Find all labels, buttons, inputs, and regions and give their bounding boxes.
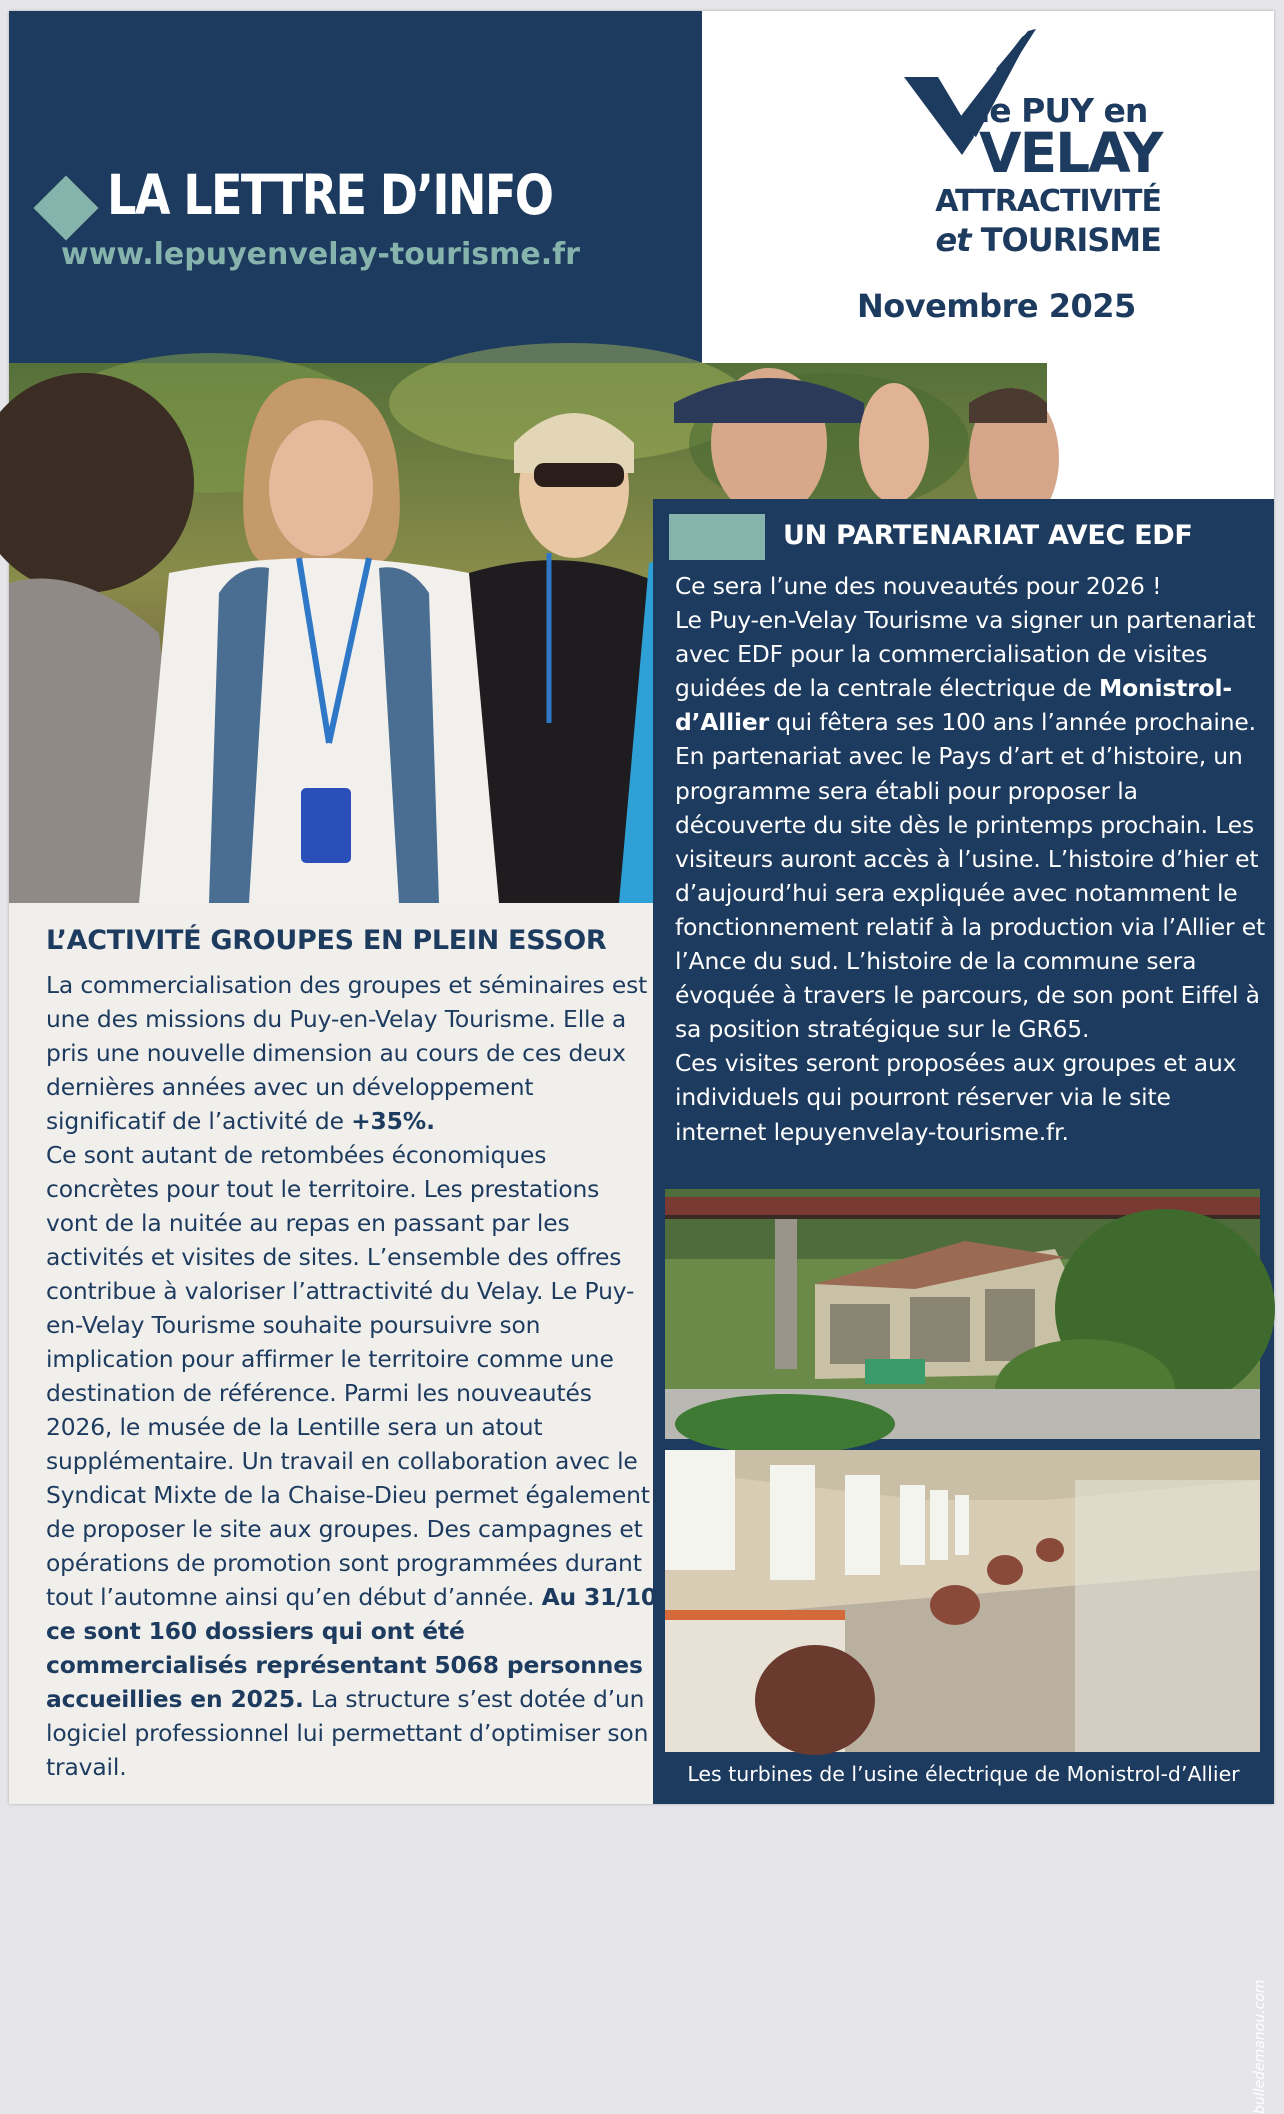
groups-article-heading: L’ACTIVITÉ GROUPES EN PLEIN ESSOR: [46, 925, 607, 956]
edf-article-body: [675, 569, 1267, 1149]
turbine-photo-caption: Les turbines de l’usine électrique de Monistrol-d’Allier: [687, 1762, 1240, 1786]
website-link[interactable]: www.lepuyenvelay-tourisme.fr: [61, 237, 580, 272]
newsletter-title: LA LETTRE D’INFO: [107, 163, 553, 227]
growth-figure: +35%.: [351, 1107, 435, 1135]
section-marker: [669, 514, 765, 560]
logo-line-2: VELAY: [979, 121, 1162, 185]
diamond-icon: [33, 175, 98, 240]
logo-line-4: [919, 221, 1161, 259]
edf-paragraph-3: Ces visites seront proposées aux groupes et aux individuels qui pourront réserver via le site internet lepuyenvelay-tourisme.fr.: [675, 1049, 1237, 1146]
power-plant-exterior-illustration: [665, 1189, 1260, 1439]
tourism-logo: [904, 29, 1164, 269]
turbine-hall-illustration: [665, 1450, 1260, 1752]
groups-paragraph-2: [46, 1138, 658, 1784]
logo-line-4-main: TOURISME: [980, 221, 1161, 259]
edf-paragraph-2-text: Le Puy-en-Velay Tourisme va signer un partenariat avec EDF pour la commercialisation de visites guidées de la centrale électrique de: [675, 606, 1256, 703]
edf-article-panel: [653, 499, 1274, 2114]
edf-paragraph-2: [675, 603, 1267, 1046]
groups-paragraph-2-text-end: La structure s’est dotée d’un logiciel professionnel lui permettant d’optimiser son travail.: [46, 1685, 649, 1781]
groups-paragraph-2-text: Ce sont autant de retombées économiques concrètes pour tout le territoire. Les prestations vont de la nuitée au repas en passant par les activités et visites de sites. L’ensemble des offres contribue à valoriser l’attractivité du Velay. Le Puy-en-Velay Tourisme souhaite poursuivre son implication pour affirmer le territoire comme une destination de référence. Parmi les nouveautés 2026, le musée de la Lentille sera un atout supplémentaire. Un travail en collaboration avec le Syndicat Mixte de la Chaise-Dieu permet également de proposer le site aux groupes. Des campagnes et opérations de promotion sont programmées durant tout l’automne ainsi qu’en début d’année.: [46, 1141, 650, 1611]
edf-paragraph-2-bold: Monistrol-d’Allier: [675, 674, 1232, 737]
edf-paragraph-1: Ce sera l’une des nouveautés pour 2026 !: [675, 572, 1162, 600]
header-band: [9, 11, 702, 363]
turbine-hall-photo: [665, 1450, 1260, 1752]
groups-paragraph-1-text: La commercialisation des groupes et séminaires est une des missions du Puy-en-Velay Tourisme. Elle a pris une nouvelle dimension au cours de ces deux dernières années avec un développement significatif de l’activité de: [46, 971, 648, 1135]
groups-paragraph-1: [46, 968, 658, 1138]
edf-article-heading: UN PARTENARIAT AVEC EDF: [783, 520, 1193, 551]
photo-credit: bulledemanou.com: [1252, 1979, 1268, 2114]
logo-line-4-prefix: et: [935, 221, 971, 259]
issue-date: Novembre 2025: [857, 287, 1136, 325]
groups-article: [9, 903, 657, 1804]
groups-key-figures: Au 31/10 ce sont 160 dossiers qui ont été commercialisés représentant 5068 personnes accueillies en 2025.: [46, 1583, 657, 1713]
logo-line-3: ATTRACTIVITÉ: [935, 184, 1161, 219]
newsletter-page: [9, 11, 1274, 2114]
edf-paragraph-2-text-end: qui fêtera ses 100 ans l’année prochaine. En partenariat avec le Pays d’art et d’histoire, un programme sera établi pour proposer la découverte du site dès le printemps prochain. Les visiteurs auront accès à l’usine. L’histoire d’hier et d’aujourd’hui sera expliquée avec notamment le fonctionnement relatif à la production via l’Allier et l’Ance du sud. L’histoire de la commune sera évoquée à travers le parcours, de son pont Eiffel à sa position stratégique sur le GR65.: [675, 708, 1266, 1044]
groups-article-body: [46, 968, 658, 1784]
logo-line-1: le PUY en: [979, 91, 1148, 130]
